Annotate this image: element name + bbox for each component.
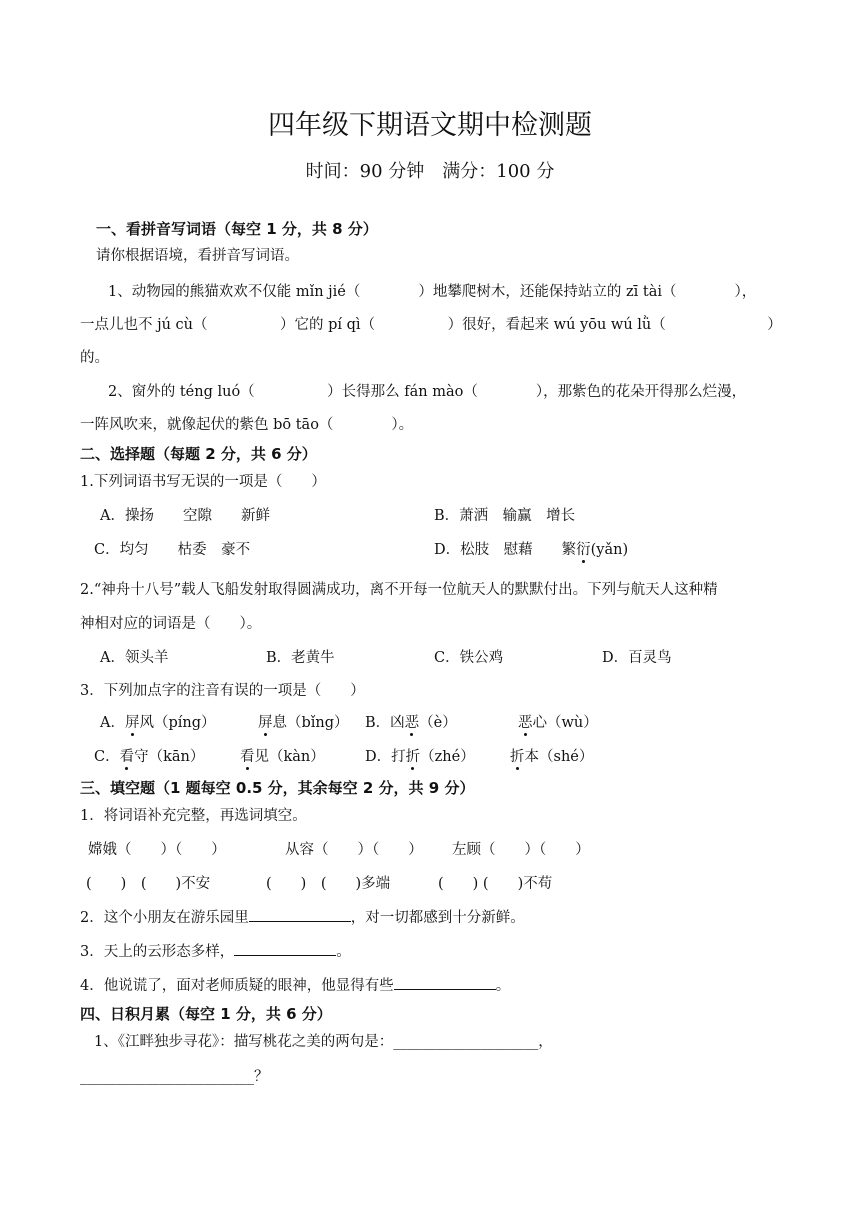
dotted-char: 衍 [576, 542, 591, 558]
s3-q1: 1．将词语补充完整，再选词填空。 [80, 808, 307, 824]
s3-row2-a: ( ) ( )不安 [86, 876, 211, 892]
s2-q3-option-d: D．打折（zhé） [365, 749, 475, 765]
exam-info: 时间：90 分钟 满分：100 分 [305, 161, 555, 182]
s1-q2-line1: 2、窗外的 téng luó（ ）长得那么 fán mào（ ），那紫色的花朵开得那么烂漫， [108, 384, 747, 400]
s2-q2-option-a: A．领头羊 [100, 650, 169, 666]
s1-q1-line3: 的。 [80, 350, 109, 366]
s3-row1-c: 左顾（ ）（ ） [452, 842, 590, 858]
dotted-char: 折 [510, 749, 525, 765]
s2-q1-option-c: C．均匀 枯委 豪不 [94, 542, 251, 558]
s2-q3-option-b-2: 恶心（wù） [518, 715, 598, 731]
dotted-char: 恶 [404, 715, 420, 731]
s2-q2-option-b: B．老黄牛 [266, 650, 335, 666]
dotted-char: 屏 [258, 715, 273, 731]
s2-q3-option-a-2: 屏息（bǐng） [258, 715, 349, 731]
s2-q3-option-a: A．屏风（píng） [100, 715, 216, 731]
section-3-heading: 三、填空题（1 题每空 0.5 分，其余每空 2 分，共 9 分） [80, 779, 475, 797]
answer-blank [234, 941, 336, 956]
s3-row2-b: ( ) ( )多端 [266, 876, 391, 892]
dotted-char: 屏 [124, 715, 140, 731]
section-4-heading: 四、日积月累（每空 1 分，共 6 分） [80, 1005, 332, 1023]
s2-q1-option-d: D．松肢 慰藉 繁衍(yǎn) [434, 542, 629, 558]
s1-q1-line1: 1、动物园的熊猫欢欢不仅能 mǐn jié（ ）地攀爬树木，还能保持站立的 zī tài（ ）， [108, 284, 757, 300]
section-1-heading: 一、看拼音写词语（每空 1 分，共 8 分） [96, 220, 378, 238]
s2-q3: 3．下列加点字的注音有误的一项是（ ） [80, 683, 365, 699]
s2-q3-option-c: C．看守（kān） [94, 749, 205, 765]
s3-row1-b: 从容（ ）（ ） [285, 842, 423, 858]
s2-q3-option-c-2: 看见（kàn） [240, 749, 325, 765]
s2-q1: 1.下列词语书写无误的一项是（ ） [80, 474, 326, 490]
dotted-char: 看 [119, 749, 135, 765]
dotted-char: 恶 [518, 715, 533, 731]
dotted-char: 折 [405, 749, 421, 765]
answer-blank [394, 975, 496, 990]
s3-row2-c: ( ) ( )不苟 [438, 876, 553, 892]
s2-q3-option-d-2: 折本（shé） [510, 749, 594, 765]
s2-q2-line1: 2.“神舟十八号”载人飞船发射取得圆满成功，离不开每一位航天人的默默付出。下列与航天人这种精 [80, 582, 718, 598]
section-1-intro: 请你根据语境，看拼音写词语。 [96, 248, 299, 264]
dotted-char: 看 [240, 749, 255, 765]
s1-q1-line2: 一点儿也不 jú cù（ ）它的 pí qì（ ）很好，看起来 wú yōu wú lǜ（ ） [80, 317, 782, 333]
s2-q2-option-c: C．铁公鸡 [434, 650, 504, 666]
s4-q1-line2: ________________________？ [80, 1069, 269, 1085]
s2-q1-option-a: A．操扬 空隙 新鲜 [100, 508, 270, 524]
s3-row1-a: 嫦娥（ ）（ ） [88, 842, 226, 858]
answer-blank [249, 907, 351, 922]
s2-q3-option-b: B．凶恶（è） [365, 715, 457, 731]
s2-q2-option-d: D．百灵鸟 [602, 650, 672, 666]
s1-q2-line2: 一阵风吹来，就像起伏的紫色 bō tāo（ ）。 [80, 417, 414, 433]
section-2-heading: 二、选择题（每题 2 分，共 6 分） [80, 445, 317, 463]
s4-q1-line1: 1、《江畔独步寻花》：描写桃花之美的两句是：____________________， [94, 1034, 553, 1050]
s3-q3: 3．天上的云形态多样， 。 [80, 941, 351, 962]
s3-q2: 2．这个小朋友在游乐园里 ，对一切都感到十分新鲜。 [80, 907, 525, 928]
s2-q2-line2: 神相对应的词语是（ ）。 [80, 616, 262, 632]
page-title: 四年级下期语文期中检测题 [268, 110, 592, 141]
s3-q4: 4．他说谎了，面对老师质疑的眼神，他显得有些 。 [80, 975, 510, 996]
s2-q1-option-b: B．萧洒 输赢 增长 [434, 508, 576, 524]
